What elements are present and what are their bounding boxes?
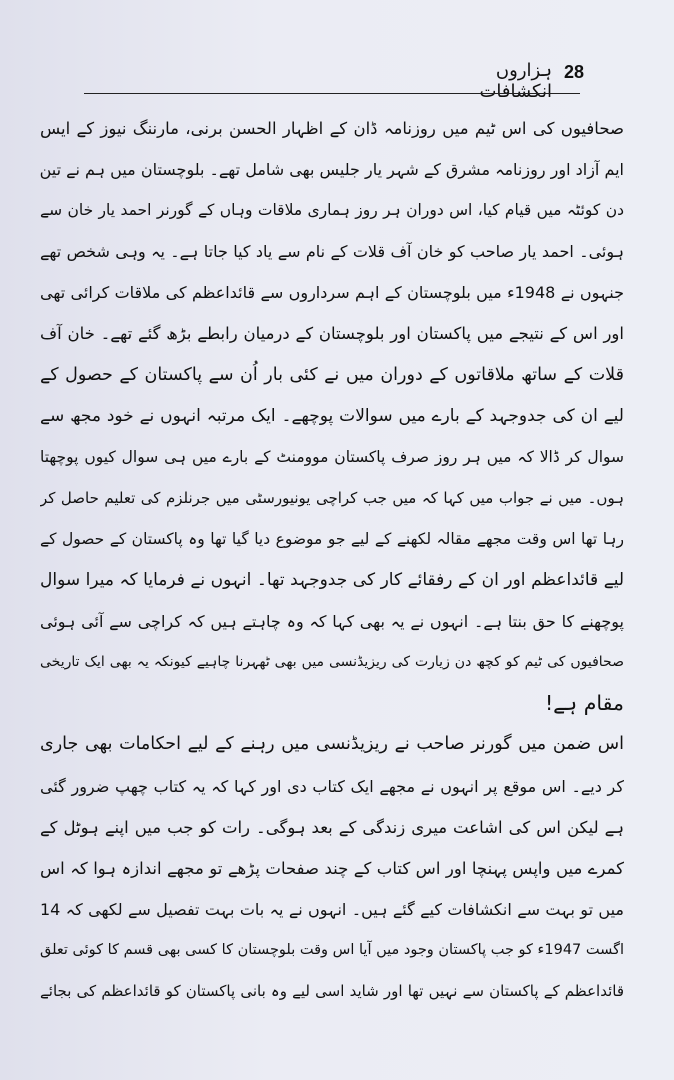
text-line: قلات کے ساتھ ملاقاتوں کے دوران میں نے کئی بار اُن سے پاکستان کے حصول کے bbox=[40, 364, 624, 385]
text-line: کمرے میں واپس پہنچا اور اس کتاب کے چند صفحات پڑھے تو مجھے اندازہ ہوا کہ اس bbox=[40, 858, 624, 878]
text-line: اور اس کے نتیجے میں پاکستان اور بلوچستان کے درمیان رابطے بڑھ گئے تھے۔ خان آف bbox=[40, 324, 624, 344]
text-line: ہوں۔ میں نے جواب میں کہا کہ میں جب کراچی یونیورسٹی میں جرنلزم کی تعلیم حاصل کر bbox=[40, 488, 624, 507]
text-line: اگست 1947ء کو جب پاکستان وجود میں آیا اس وقت بلوچستان کا کسی بھی قسم کا کوئی تعلق bbox=[40, 941, 624, 958]
text-line: رہا تھا اس وقت مجھے مقالہ لکھنے کے لیے جو موضوع دیا گیا تھا وہ پاکستان کے حصول کے bbox=[40, 529, 624, 548]
text-line: صحافیوں کی ٹیم کو کچھ دن زیارت کی ریزیڈنسی میں بھی ٹھہرنا چاہیے کیونکہ یہ بھی ایک تاریخی bbox=[40, 654, 624, 671]
text-line: ہے لیکن اس کی اشاعت میری زندگی کے بعد ہوگی۔ رات کو جب میں اپنے ہوٹل کے bbox=[40, 817, 624, 837]
text-line: لیے قائداعظم اور ان کے رفقائے کار کی جدوجہد تھا۔ انہوں نے فرمایا کہ میرا سوال bbox=[40, 570, 624, 591]
text-line: اس ضمن میں گورنر صاحب نے ریزیڈنسی میں رہنے کے لیے احکامات بھی جاری bbox=[40, 734, 624, 755]
text-line: ہوئی۔ احمد یار صاحب کو خان آف قلات کے نام سے یاد کیا جاتا ہے۔ یہ وہی شخص تھے bbox=[40, 242, 624, 262]
header-divider bbox=[84, 93, 580, 94]
text-line: صحافیوں کی اس ٹیم میں روزنامہ ڈان کے اظہار الحسن برنی، مارننگ نیوز کے ایس bbox=[40, 119, 624, 138]
text-line: ایم آزاد اور روزنامہ مشرق کے شہر یار جلیس بھی شامل تھے۔ بلوچستان میں ہم نے تین bbox=[40, 160, 624, 180]
text-line: قائداعظم کے پاکستان سے نہیں تھا اور شاید اسی لیے وہ بانی پاکستان کو قائداعظم کی بجائے bbox=[40, 981, 624, 1000]
text-line: پوچھنے کا حق بنتا ہے۔ انہوں نے یہ بھی کہا کہ وہ چاہتے ہیں کہ کراچی سے آئی ہوئی bbox=[40, 612, 624, 632]
text-line: سوال کر ڈالا کہ میں ہر روز صرف پاکستان موومنٹ کے بارے میں ہی سوال کیوں پوچھتا bbox=[40, 447, 624, 466]
text-line: جنہوں نے 1948ء میں بلوچستان کے اہم سرداروں سے قائداعظم کی ملاقات کرائی تھی bbox=[40, 283, 624, 303]
text-line: مقام ہے! bbox=[544, 691, 624, 716]
book-title: ہزاروں انکشافات bbox=[479, 60, 552, 102]
text-line: دن کوئٹہ میں قیام کیا، اس دوران ہر روز ہماری ملاقات وہاں کے گورنر احمد یار خان سے bbox=[40, 201, 624, 220]
body-text bbox=[40, 108, 624, 1012]
page-number: 28 bbox=[564, 62, 585, 82]
text-line: کر دیے۔ اس موقع پر انہوں نے مجھے ایک کتاب دی اور کہا کہ یہ کتاب چھپ ضرور گئی bbox=[40, 776, 624, 796]
running-header bbox=[40, 60, 634, 102]
text-line: میں تو بہت سے انکشافات کیے گئے ہیں۔ انہوں نے یہ بات بہت تفصیل سے لکھی کہ 14 bbox=[40, 899, 624, 919]
text-line: لیے ان کی جدوجہد کے بارے میں سوالات پوچھے۔ ایک مرتبہ انہوں نے خود مجھ سے bbox=[40, 405, 624, 426]
